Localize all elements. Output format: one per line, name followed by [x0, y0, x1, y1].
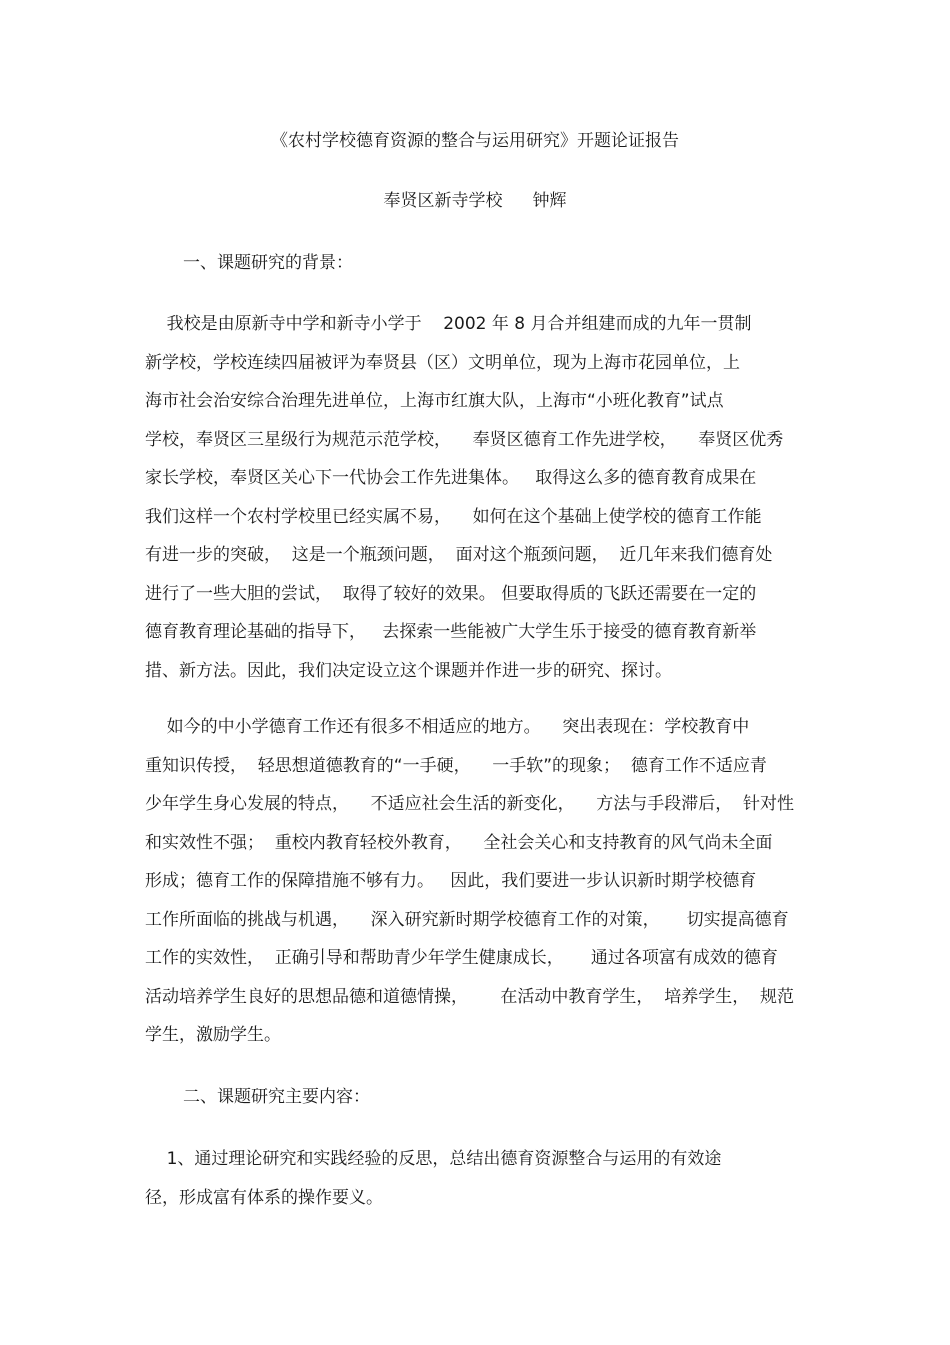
section-heading-content: 二、课题研究主要内容：	[183, 1087, 370, 1107]
paragraph-line: 措、新方法。因此，我们决定设立这个课题并作进一步的研究、探讨。	[145, 660, 672, 681]
paragraph-line: 1、通过理论研究和实践经验的反思，总结出德育资源整合与运用的有效途	[145, 1149, 722, 1169]
paragraph-line: 我们这样一个农村学校里已经实属不易， 如何在这个基础上使学校的德育工作能	[145, 506, 762, 527]
paragraph-line: 新学校，学校连续四届被评为奉贤县（区）文明单位，现为上海市花园单位，上	[145, 352, 740, 373]
paragraph-line: 工作的实效性， 正确引导和帮助青少年学生健康成长， 通过各项富有成效的德育	[145, 948, 778, 968]
paragraph-line: 工作所面临的挑战与机遇， 深入研究新时期学校德育工作的对策， 切实提高德育	[145, 909, 789, 930]
paragraph-line: 如今的中小学德育工作还有很多不相适应的地方。 突出表现在：学校教育中	[145, 717, 750, 737]
paragraph-line: 形成；德育工作的保障措施不够有力。 因此，我们要进一步认识新时期学校德育	[145, 871, 757, 891]
paragraph-background-2	[145, 708, 810, 1055]
paragraph-line: 重知识传授， 轻思想道德教育的“一手硬， 一手软”的现象； 德育工作不适应青	[145, 755, 767, 776]
paragraph-line: 有进一步的突破， 这是一个瓶颈问题， 面对这个瓶颈问题， 近几年来我们德育处	[145, 545, 773, 565]
paragraph-line: 和实效性不强； 重校内教育轻校外教育， 全社会关心和支持教育的风气尚未全面	[145, 832, 773, 853]
author-school: 奉贤区新寺学校	[383, 191, 503, 211]
paragraph-line: 家长学校，奉贤区关心下一代协会工作先进集体。 取得这么多的德育教育成果在	[145, 468, 757, 488]
author-name: 钟辉	[532, 191, 567, 211]
section-heading-background: 一、课题研究的背景：	[183, 253, 353, 273]
author-line	[0, 188, 950, 214]
paragraph-content-1	[145, 1140, 810, 1217]
paragraph-line: 学生，激励学生。	[145, 1025, 281, 1045]
paragraph-line: 海市社会治安综合治理先进单位，上海市红旗大队，上海市“小班化教育”试点	[145, 391, 724, 411]
paragraph-line: 活动培养学生良好的思想品德和道德情操， 在活动中教育学生， 培养学生， 规范	[145, 986, 795, 1007]
paragraph-line: 我校是由原新寺中学和新寺小学于 2002 年 8 月合并组建而成的九年一贯制	[145, 314, 752, 334]
paragraph-line: 学校，奉贤区三星级行为规范示范学校， 奉贤区德育工作先进学校， 奉贤区优秀	[145, 429, 784, 450]
paragraph-background-1	[145, 305, 810, 690]
document-title: 《农村学校德育资源的整合与运用研究》开题论证报告	[271, 131, 679, 151]
paragraph-line: 少年学生身心发展的特点， 不适应社会生活的新变化， 方法与手段滞后， 针对性	[145, 794, 795, 814]
paragraph-line: 德育教育理论基础的指导下， 去探索一些能被广大学生乐于接受的德育教育新举	[145, 622, 757, 642]
paragraph-line: 径，形成富有体系的操作要义。	[145, 1187, 383, 1208]
paragraph-line: 进行了一些大胆的尝试， 取得了较好的效果。 但要取得质的飞跃还需要在一定的	[145, 583, 757, 604]
